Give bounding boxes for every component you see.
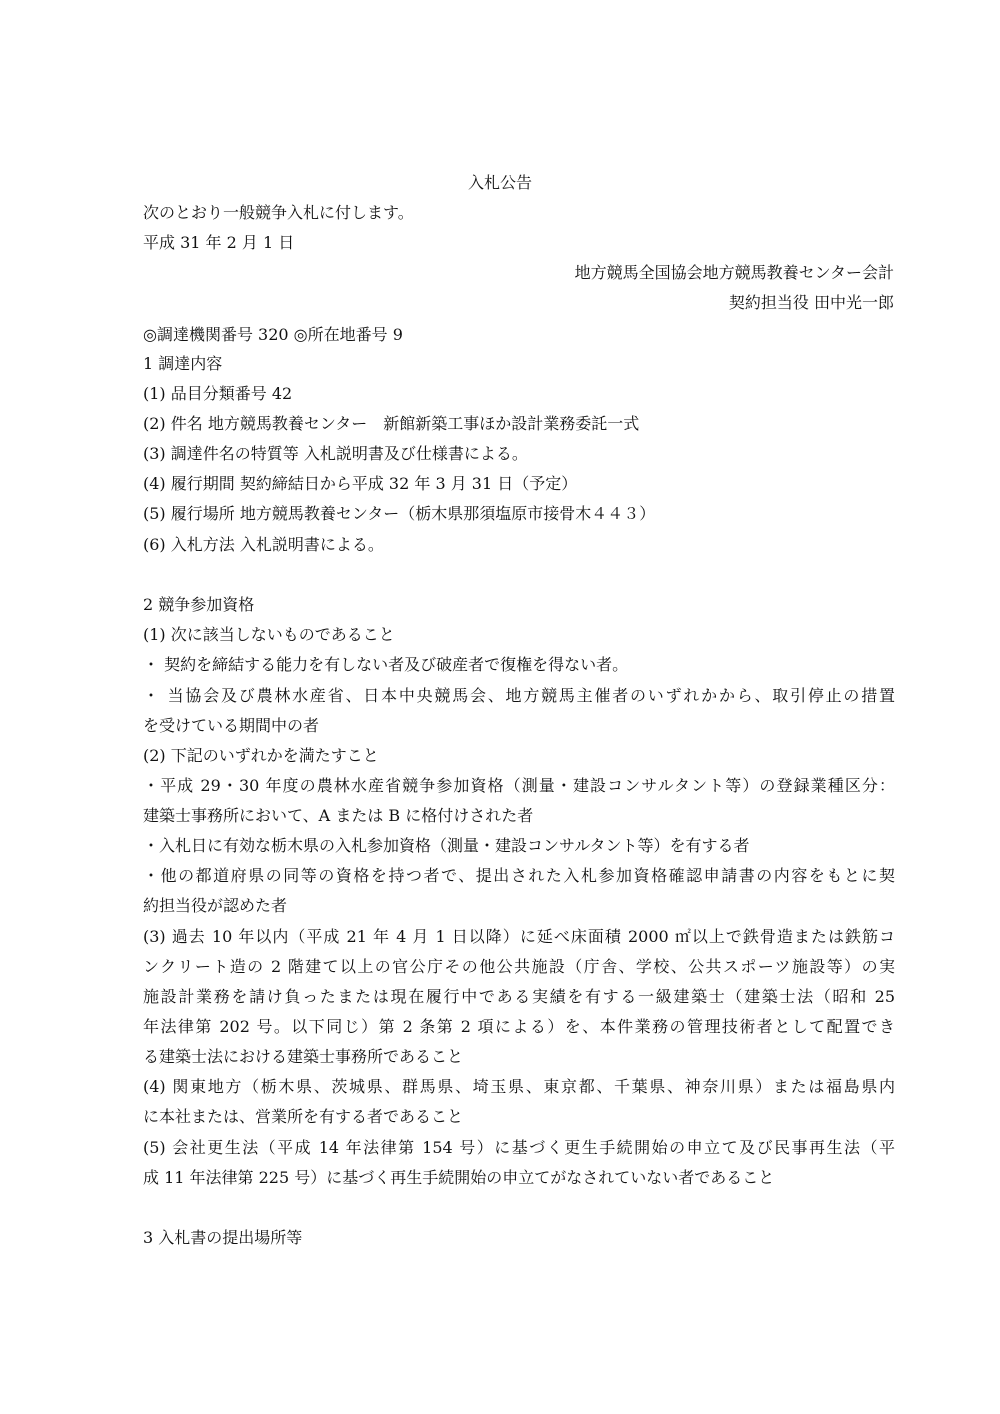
notice-date: 平成 31 年 2 月 1 日 (143, 233, 295, 252)
section2-line: (3) 過去 10 年以内（平成 21 年 4 月 1 日以降）に延べ床面積 2000 ㎡以上で鉄骨造または鉄筋コ (143, 927, 895, 946)
section1-item: (1) 品目分類番号 42 (143, 384, 293, 403)
section2-line: 施設計業務を請け負ったまたは現在履行中である実績を有する一級建築士（建築士法（昭和 25 (143, 987, 895, 1006)
section2-line: る建築士法における建築士事務所であること (143, 1047, 464, 1066)
section1-item: (3) 調達件名の特質等 入札説明書及び仕様書による。 (143, 444, 528, 463)
section2-line: 年法律第 202 号。以下同じ）第 2 条第 2 項による）を、本件業務の管理技術者として配置でき (143, 1017, 895, 1036)
issuer-officer: 契約担当役 田中光一郎 (728, 293, 894, 312)
section1-item: (5) 履行場所 地方競馬教養センター（栃木県那須塩原市接骨木４４３） (143, 504, 656, 523)
section2-heading: 2 競争参加資格 (143, 595, 255, 614)
section2-line: を受けている期間中の者 (143, 716, 320, 735)
section2-line: ・ 契約を締結する能力を有しない者及び破産者で復権を得ない者。 (143, 655, 629, 674)
section2-line: ・平成 29・30 年度の農林水産省競争参加資格（測量・建設コンサルタント等）の登録業種区分： (143, 776, 895, 795)
section2-line: (1) 次に該当しないものであること (143, 625, 395, 644)
section2-line: 成 11 年法律第 225 号）に基づく再生手続開始の申立てがなされていない者であること (143, 1168, 775, 1187)
section1-heading: 1 調達内容 (143, 354, 223, 373)
procurement-codes: ◎調達機関番号 320 ◎所在地番号 9 (143, 325, 403, 344)
section2-line: 約担当役が認めた者 (143, 896, 288, 915)
intro-text: 次のとおり一般競争入札に付します。 (143, 203, 414, 222)
document-title: 入札公告 (467, 173, 532, 192)
section2-line: (5) 会社更生法（平成 14 年法律第 154 号）に基づく更生手続開始の申立て及び民事再生法（平 (143, 1138, 895, 1157)
section1-item: (4) 履行期間 契約締結日から平成 32 年 3 月 31 日（予定） (143, 474, 578, 493)
section2-line: ・ 当協会及び農林水産省、日本中央競馬会、地方競馬主催者のいずれかから、取引停止の措置 (143, 686, 895, 705)
section2-line: (2) 下記のいずれかを満たすこと (143, 746, 379, 765)
section2-line: ・入札日に有効な栃木県の入札参加資格（測量・建設コンサルタント等）を有する者 (143, 836, 750, 855)
section2-line: (4) 関東地方（栃木県、茨城県、群馬県、埼玉県、東京都、千葉県、神奈川県）または福島県内 (143, 1077, 895, 1096)
section2-line: 建築士事務所において、A または B に格付けされた者 (143, 806, 534, 825)
issuer-org: 地方競馬全国協会地方競馬教養センター会計 (574, 263, 894, 282)
section2-line: に本社または、営業所を有する者であること (143, 1107, 464, 1126)
section2-line: ・他の都道府県の同等の資格を持つ者で、提出された入札参加資格確認申請書の内容をもとに契 (143, 866, 895, 885)
section2-line: ンクリート造の 2 階建て以上の官公庁その他公共施設（庁舎、学校、公共スポーツ施設等）の実 (143, 957, 895, 976)
section1-item: (6) 入札方法 入札説明書による。 (143, 535, 384, 554)
section3-heading: 3 入札書の提出場所等 (143, 1228, 303, 1247)
section1-item: (2) 件名 地方競馬教養センター 新館新築工事ほか設計業務委託一式 (143, 414, 640, 433)
